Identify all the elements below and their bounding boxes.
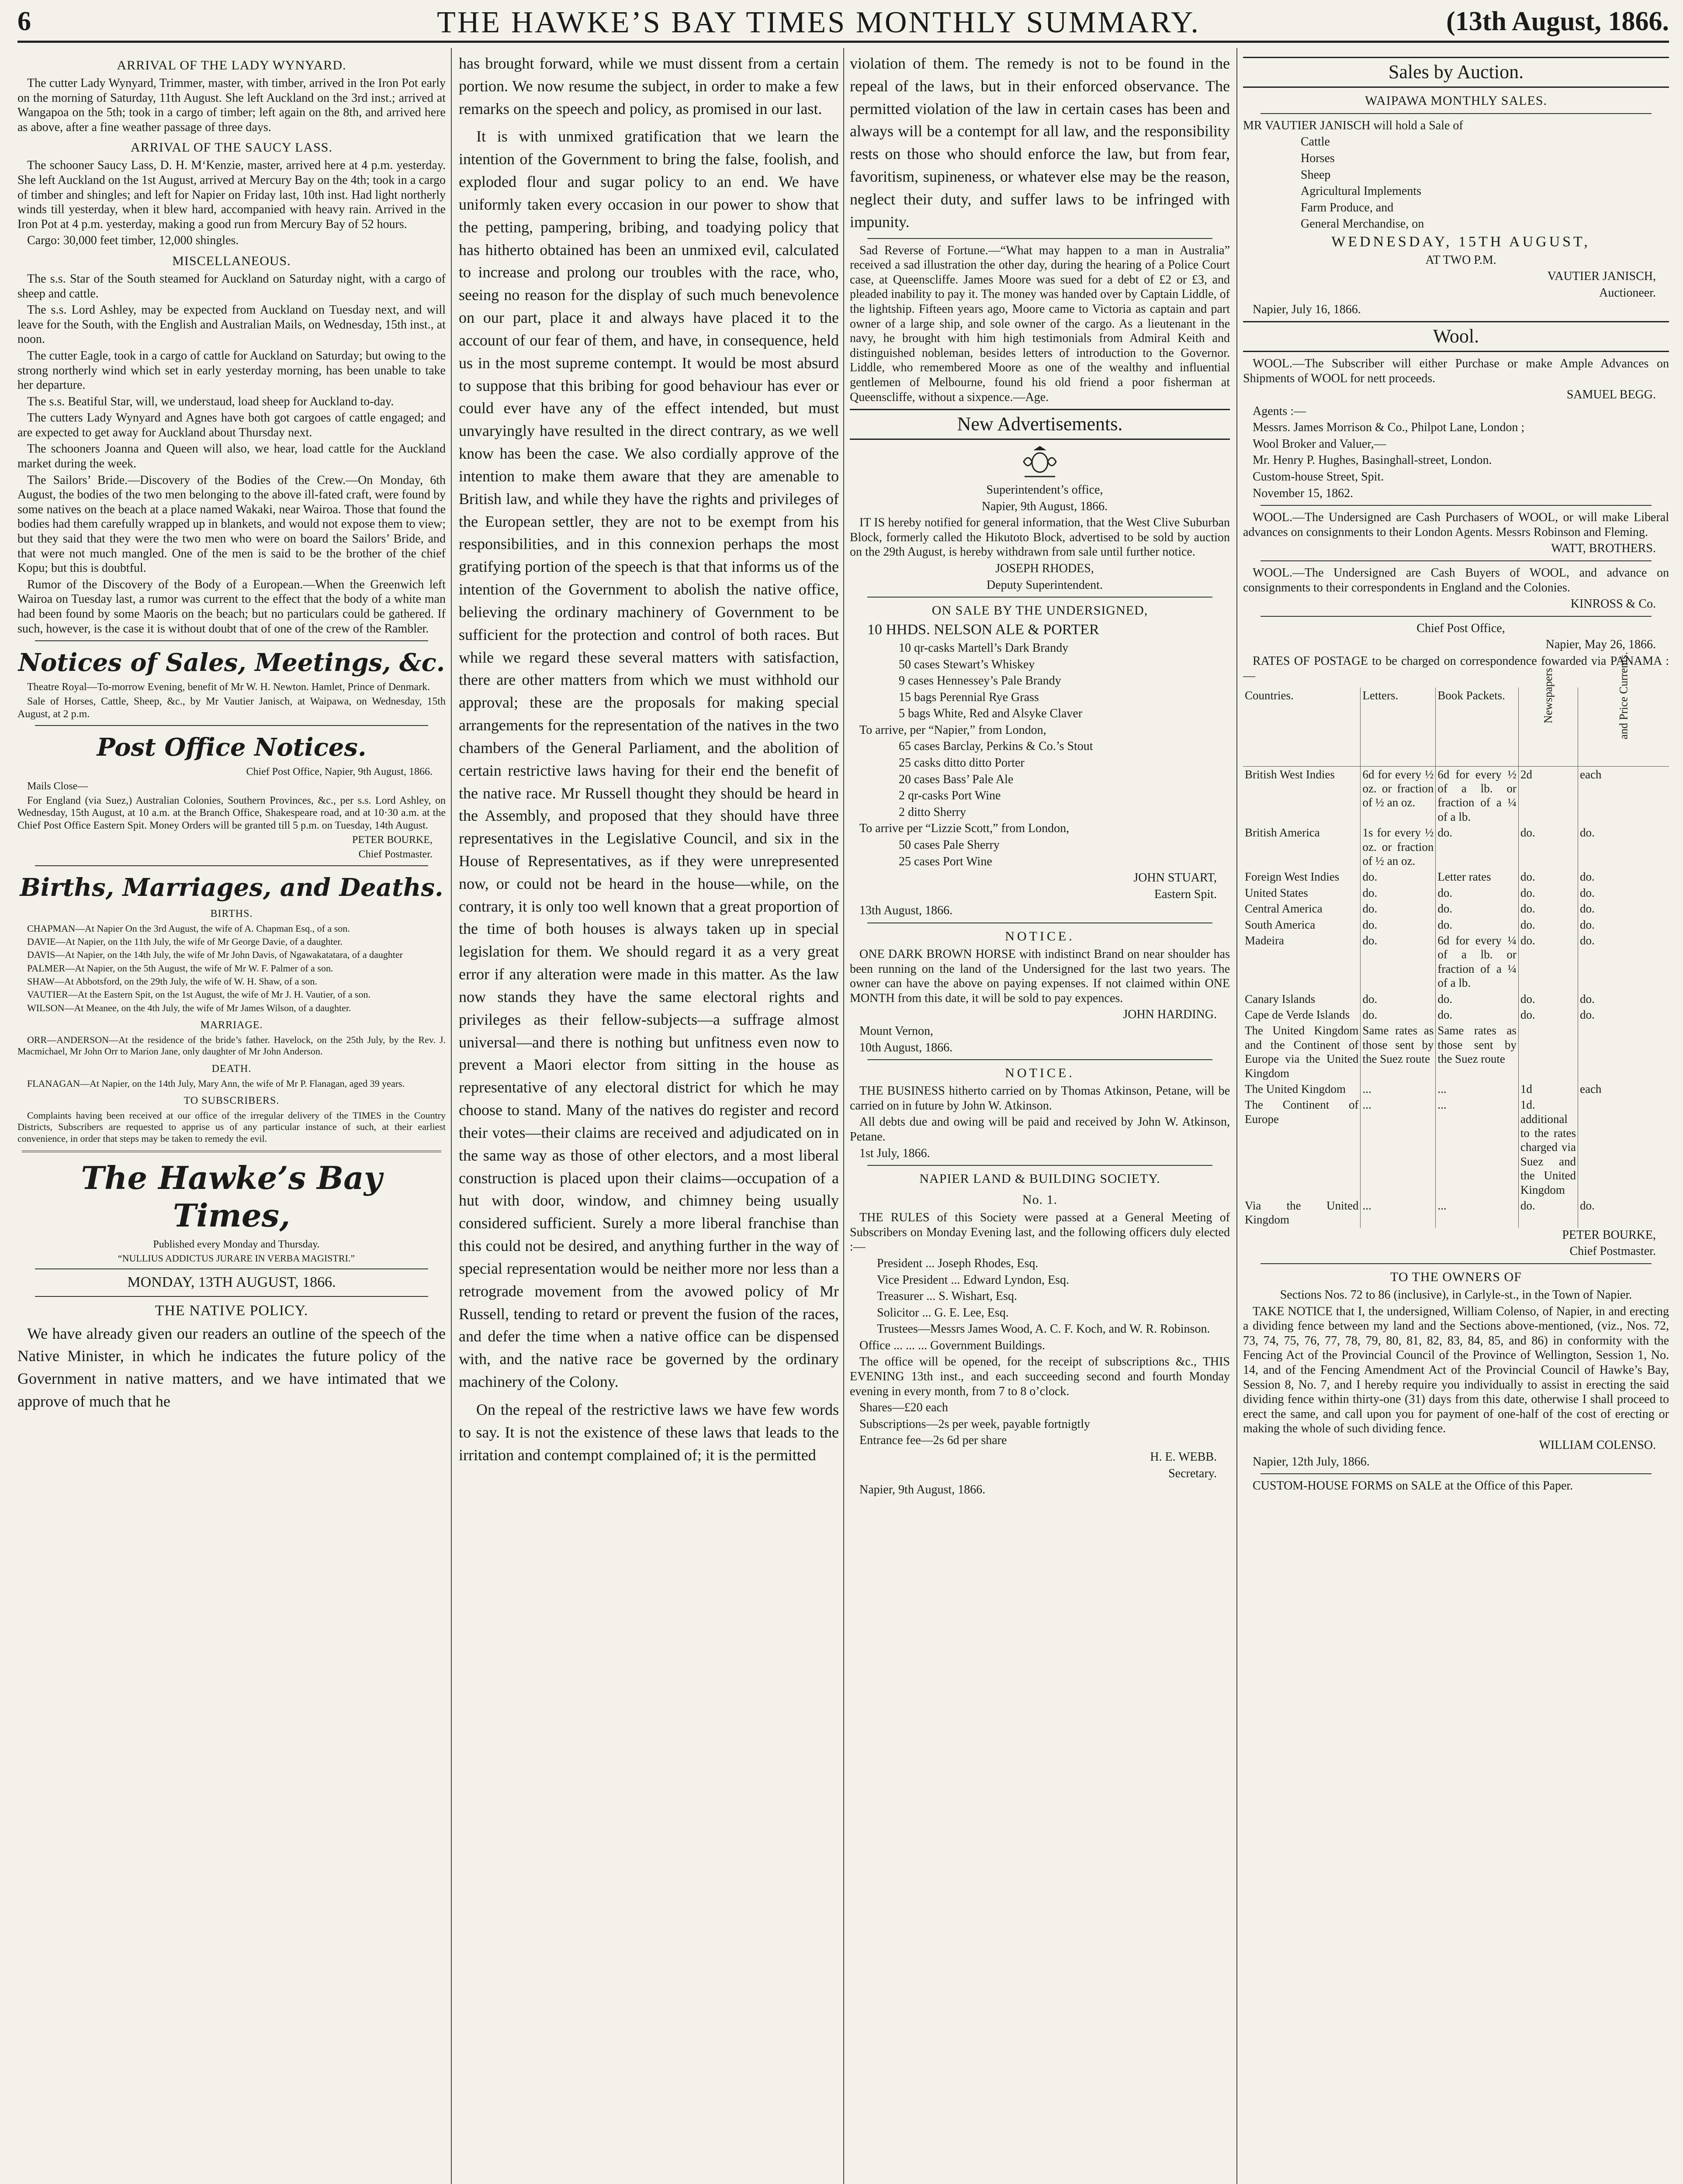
signature-title: Auctioneer.: [1599, 286, 1656, 300]
list-item: 25 cases Port Wine: [899, 854, 992, 868]
table-cell: do.: [1436, 917, 1518, 933]
newspaper-title: THE HAWKE’S BAY TIMES MONTHLY SUMMARY.: [437, 6, 1200, 39]
heading-notice: NOTICE.: [1005, 1066, 1075, 1081]
signature: PETER BOURKE,: [352, 834, 433, 846]
divider: [35, 1268, 428, 1269]
table-cell: do.: [1578, 825, 1669, 869]
table-cell: [1578, 1023, 1669, 1081]
table-cell: do.: [1361, 885, 1436, 901]
heading-native-policy: THE NATIVE POLICY.: [155, 1302, 308, 1319]
table-cell: United States: [1245, 886, 1308, 899]
divider: [35, 640, 428, 641]
heading-bmd: Births, Marriages, and Deaths.: [20, 873, 443, 902]
list-item: 25 casks ditto ditto Porter: [899, 756, 1025, 770]
table-cell: Foreign West Indies: [1245, 870, 1340, 884]
birth-notice: PALMER—At Napier, on the 5th August, the wife of Mr W. F. Palmer of a son.: [27, 962, 333, 974]
postage-rates-body: [1243, 766, 1669, 1228]
table-cell: do.: [1518, 933, 1578, 991]
birth-notice: SHAW—At Abbotsford, on the 29th July, the wife of W. H. Shaw, of a son.: [27, 976, 317, 987]
agent-line: Custom-house Street, Spit.: [1253, 470, 1384, 484]
table-row: [1243, 1007, 1669, 1023]
table-cell: do.: [1518, 1007, 1578, 1023]
table-cell: South America: [1245, 918, 1316, 931]
table-row: [1243, 766, 1669, 825]
divider: [1261, 113, 1652, 114]
table-cell: ...: [1361, 1097, 1436, 1198]
table-cell: Central America: [1245, 902, 1323, 916]
table-row: [1243, 869, 1669, 885]
signature-title: Deputy Superintendent.: [987, 578, 1103, 592]
auction-intro: MR VAUTIER JANISCH will hold a Sale of: [1243, 118, 1463, 132]
misc-item: The cutters Lady Wynyard and Agnes have both got cargoes of cattle engaged; and are expected to get away for Auckland about Thursday next.: [17, 411, 446, 439]
table-cell: do.: [1518, 825, 1578, 869]
table-cell: Same rates as those sent by the Suez route: [1361, 1023, 1436, 1081]
arrival-note: To arrive per “Lizzie Scott,” from London,: [859, 822, 1070, 836]
table-cell: each: [1578, 1081, 1669, 1097]
shares-line: Shares—£20 each: [859, 1401, 948, 1415]
list-item: 9 cases Hennessey’s Pale Brandy: [899, 674, 1061, 688]
officer-list: [850, 1256, 1230, 1337]
misc-item: The Sailors’ Bride.—Discovery of the Bodies of the Crew.—On Monday, 6th August, the bodies of the two men belonging to the above ill-fated craft, were found by some natives on the beach at a place named Wakaki, near Wairoa. Those that found the bodies had them carefully wrapped up in blankets, and would not expose them to view; but they said that they were the two men who were on board the Sailors’ Bride, and that were not much mangled. One of the men is said to be the brother of the chief Kopu; but this is doubtful.: [17, 473, 446, 575]
signature: SAMUEL BEGG.: [1566, 388, 1656, 402]
royal-arms-icon: [1020, 444, 1060, 479]
birth-notice: CHAPMAN—At Napier On the 3rd August, the wife of A. Chapman Esq., of a son.: [27, 923, 350, 934]
misc-item: The schooners Joanna and Queen will also, we hear, load cattle for the Auckland market during the week.: [17, 442, 446, 471]
heading-waipawa-sales: WAIPAWA MONTHLY SALES.: [1365, 93, 1547, 108]
misc-item: The s.s. Lord Ashley, may be expected from Auckland on Tuesday next, and will leave for the South, with the English and Australian Mails, on Wednesday, 15th inst., at noon.: [17, 303, 446, 346]
signature: WILLIAM COLENSO.: [1539, 1438, 1656, 1452]
heading-notices: Notices of Sales, Meetings, &c.: [18, 648, 445, 677]
list-item: 50 cases Pale Sherry: [899, 838, 1000, 852]
heading-death: DEATH.: [211, 1063, 252, 1075]
subscribers-notice: Complaints having been received at our office of the irregular delivery of the TIMES in the Country Districts, Subscribers are requested to apprise us of any particular instance of such, at their earliest convenience, in order that steps may be taken to remedy the evil.: [17, 1109, 446, 1144]
ad-body: IT IS hereby notified for general information, that the West Clive Suburban Block, formerly called the Hikutoto Block, advertised to be sold by auction on the 29th August, is hereby withdrawn from sale until further notice.: [850, 516, 1230, 559]
entrance-fee-line: Entrance fee—2s 6d per share: [859, 1434, 1007, 1448]
table-cell: ...: [1436, 1081, 1518, 1097]
ad-date: Napier, 9th August, 1866.: [859, 1483, 986, 1497]
saucy-lass-cargo: Cargo: 30,000 feet timber, 12,000 shingles.: [27, 234, 239, 248]
editorial-paragraph: On the repeal of the restrictive laws we have few words to say. It is not the existence of these laws that leads to the irritation and contempt complained of; it is the permitted: [459, 1400, 839, 1464]
column-header: Countries.: [1243, 688, 1361, 766]
table-cell: do.: [1518, 991, 1578, 1007]
table-cell: do.: [1518, 885, 1578, 901]
table-cell: do.: [1578, 991, 1669, 1007]
misc-item: The cutter Eagle, took in a cargo of cattle for Auckland on Saturday; but owing to the strong northerly wind which set in early yesterday morning, has been unable to take her departure.: [17, 349, 446, 392]
notice-date: 10th August, 1866.: [859, 1040, 953, 1054]
list-item: 50 cases Stewart’s Whiskey: [899, 657, 1035, 671]
ad-dateline: Napier, 9th August, 1866.: [981, 499, 1108, 513]
notice-item: Sale of Horses, Cattle, Sheep, &c., by Mr Vautier Janisch, at Waipawa, on Wednesday, 15th August, at 2 p.m.: [17, 696, 446, 720]
signature-title: Chief Postmaster.: [1569, 1244, 1656, 1258]
death-notice: FLANAGAN—At Napier, on the 14th July, Mary Ann, the wife of Mr P. Flanagan, aged 39 years.: [27, 1078, 405, 1089]
table-cell: do.: [1518, 869, 1578, 885]
table-cell: Madeira: [1245, 934, 1284, 947]
ad-dateline: Chief Post Office,: [1416, 621, 1505, 635]
list-item: Vice President ... Edward Lyndon, Esq.: [877, 1273, 1070, 1287]
birth-notice: DAVIS—At Napier, on the 14th July, the wife of Mr John Davis, of Ngawakatatara, of a daughter: [27, 949, 403, 961]
table-row: [1243, 991, 1669, 1007]
column-rule: [451, 48, 452, 2184]
notice-body: ONE DARK BROWN HORSE with indistinct Brand on near shoulder has been running on the land of the Undersigned for the last two years. The owner can have the above on paying expenses. If not claimed within ONE MONTH from this date, it will be sold to pay expences.: [850, 947, 1230, 1005]
table-row: [1243, 917, 1669, 933]
column-header-label: and Price Currents.: [1617, 652, 1630, 740]
editorial-conclusion: violation of them. The remedy is not to be found in the repeal of the laws, but in their enforced observance. The permitted violation of the law in certain cases has been and always will be a contempt for all law, and the responsibility rests on those who should enforce the law, but from fear, favoritism, supineness, or whatever else may be the reason, neglect their duty, and suffer laws to be infringed with impunity.: [850, 55, 1230, 231]
ad-date: November 15, 1862.: [1253, 486, 1354, 500]
agent-line: Mr. Henry P. Hughes, Basinghall-street, London.: [1253, 453, 1492, 467]
table-cell: do.: [1436, 1007, 1518, 1023]
list-item: Horses: [1301, 151, 1335, 165]
signature: KINROSS & Co.: [1570, 597, 1656, 611]
divider: [1261, 616, 1652, 617]
wool-ad: WOOL.—The Subscriber will either Purchase or make Ample Advances on Shipments of WOOL for nett proceeds.: [1243, 356, 1669, 385]
editorial-native-policy-start: We have already given our readers an outline of the speech of the Native Minister, in which he indicates the future policy of the Government in native matters, and we have intimated that we approve of much that he: [17, 1324, 446, 1410]
heading-lady-wynyard: ARRIVAL OF THE LADY WYNYARD.: [117, 58, 346, 73]
notice-date: 1st July, 1866.: [859, 1146, 930, 1160]
table-cell: 6d for every ½ of a lb. or fraction of a ¼ of a lb.: [1436, 766, 1518, 825]
table-cell: do.: [1578, 901, 1669, 916]
agent-line: Wool Broker and Valuer,—: [1253, 437, 1386, 451]
heading-saucy-lass: ARRIVAL OF THE SAUCY LASS.: [131, 140, 332, 155]
column-2: [459, 52, 839, 2184]
list-item: Treasurer ... S. Wishart, Esq.: [877, 1289, 1017, 1303]
list-item: 15 bags Perennial Rye Grass: [899, 690, 1039, 704]
ad-date: Napier, 12th July, 1866.: [1253, 1455, 1370, 1469]
signature: JOSEPH RHODES,: [995, 561, 1094, 575]
heading-to-owners: TO THE OWNERS OF: [1390, 1270, 1522, 1284]
list-item: 2 qr-casks Port Wine: [899, 789, 1001, 803]
table-cell: do.: [1436, 991, 1518, 1007]
signature: JOHN STUART,: [1133, 871, 1217, 885]
masthead: [17, 3, 1669, 43]
table-cell: British America: [1245, 826, 1320, 840]
birth-notice: WILSON—At Meanee, on the 4th July, the wife of Mr James Wilson, of a daughter.: [27, 1002, 351, 1013]
heading-post-office: Post Office Notices.: [97, 733, 367, 762]
table-cell: ...: [1436, 1198, 1518, 1228]
list-item: Trustees—Messrs James Wood, A. C. F. Koch, and W. R. Robinson.: [877, 1322, 1210, 1336]
table-cell: 6d for every ½ oz. or fraction of ½ an oz.: [1361, 766, 1436, 825]
signature: JOHN HARDING.: [1123, 1008, 1217, 1022]
list-item: Agricultural Implements: [1301, 184, 1422, 198]
article-lady-wynyard: The cutter Lady Wynyard, Trimmer, master, with timber, arrived in the Iron Pot early on the morning of Saturday, 11th August. She left Auckland on the 3rd inst.; arrived at Wangapoa on the 5th; took in a cargo of timber; left again on the 8th, and arrived here as above, after a fine weather passage of three days.: [17, 76, 446, 134]
list-item: 20 cases Bass’ Pale Ale: [899, 772, 1014, 786]
article-reverse-of-fortune: Sad Reverse of Fortune.—“What may happen to a man in Australia” received a sad illustration the other day, during the hearing of a Police Court case, at Queenscliffe. James Moore was sued for a debt of £2 or £3, and pleaded inability to pay it. The money was handed over by Captain Liddle, of the lightship. Fifteen years ago, Moore came to Victoria as captain and part owner of a large ship, and sole owner of the cargo. As a lieutenant in the navy, he brought with him high testimonials from Admiral Keith and distinguished nobleman, besides letters of introduction to the Governor. Liddle, who remembered Moore as one of the wealthy and influential gentlemen of Melbourne, found his old friend a poor fisherman at Queenscliffe, without a sixpence.—Age.: [850, 243, 1230, 404]
ad-dateline: Napier, May 26, 1866.: [1545, 638, 1656, 652]
heading-building-society: NAPIER LAND & BUILDING SOCIETY.: [919, 1171, 1160, 1186]
table-cell: ...: [1361, 1198, 1436, 1228]
notice-body: All debts due and owing will be paid and received by John W. Atkinson, Petane.: [850, 1115, 1230, 1144]
table-cell: do.: [1436, 825, 1518, 869]
signature-title: Eastern Spit.: [1154, 887, 1217, 901]
notice-item: Theatre Royal—To-morrow Evening, benefit of Mr W. H. Newton. Hamlet, Prince of Denmark.: [27, 681, 430, 693]
table-cell: Same rates as those sent by the Suez route: [1436, 1023, 1518, 1081]
birth-notice: DAVIE—At Napier, on the 11th July, the wife of Mr George Davie, of a daughter.: [27, 936, 343, 947]
table-cell: [1578, 1097, 1669, 1198]
table-header-row: [1243, 688, 1669, 766]
heading-subscribers: TO SUBSCRIBERS.: [184, 1095, 280, 1107]
table-cell: Canary Islands: [1245, 992, 1316, 1006]
table-cell: do.: [1518, 901, 1578, 916]
auction-time: AT TWO P.M.: [1425, 253, 1496, 267]
table-cell: do.: [1361, 917, 1436, 933]
arrival-note: To arrive, per “Napier,” from London,: [859, 723, 1046, 737]
heading-births: BIRTHS.: [210, 908, 253, 919]
marriage-notice: ORR—ANDERSON—At the residence of the bride’s father. Havelock, on the 25th July, by the Rev. J. Macmichael, Mr John Orr to Marion Jane, only daughter of Mr John Anderson.: [17, 1034, 446, 1057]
page-number: 6: [17, 7, 31, 36]
column-3: [850, 52, 1230, 2184]
divider: [35, 865, 428, 866]
list-item: Farm Produce, and: [1301, 200, 1394, 214]
table-cell: 1s for every ½ oz. or fraction of ½ an oz.: [1361, 825, 1436, 869]
owners-notice: TAKE NOTICE that I, the undersigned, William Colenso, of Napier, in and erecting a dividing fence between my land and the Sections above-mentioned, (viz., Nos. 72, 73, 74, 75, 76, 77, 78, 79, 80, 81, 82, 83, 84, 85, and 86) in conformity with the Fencing Act of the Provincial Council of the Province of Wellington, Session 1, No. 14, and of the Fencing Amendment Act of the Provincial Council of Hawke’s Bay, Session 8, No. 7, and I hereby require you individually to assist in erecting the said dividing fence within thirty-one (31) days from this date, otherwise I shall proceed to erect the same, and call upon you for payment of one-half of the cost of erecting or making the whole of such dividing fence.: [1243, 1304, 1669, 1436]
misc-item: The s.s. Star of the South steamed for Auckland on Saturday night, with a cargo of sheep and cattle.: [17, 272, 446, 301]
heading-notice: NOTICE.: [1005, 929, 1075, 943]
table-row: [1243, 885, 1669, 901]
ad-body: THE RULES of this Society were passed at a General Meeting of Subscribers on Monday Evening last, and the following officers duly elected :—: [850, 1211, 1230, 1254]
signature: VAUTIER JANISCH,: [1547, 270, 1656, 283]
list-item: Cattle: [1301, 135, 1330, 149]
wool-ad: WOOL.—The Undersigned are Cash Buyers of WOOL, and advance on consignments to their correspondents in England and the Colonies.: [1243, 566, 1669, 594]
table-cell: do.: [1361, 991, 1436, 1007]
heading-wool: Wool.: [1243, 321, 1669, 352]
table-cell: 1d: [1518, 1081, 1578, 1097]
table-row: [1243, 1081, 1669, 1097]
sale-list: [850, 838, 1230, 869]
agent-line: Messrs. James Morrison & Co., Philpot Lane, London ;: [1253, 421, 1525, 435]
table-cell: do.: [1436, 901, 1518, 916]
table-cell: do.: [1578, 885, 1669, 901]
table-cell: do.: [1578, 869, 1669, 885]
custom-house-forms-ad: CUSTOM-HOUSE FORMS on SALE at the Office of this Paper.: [1253, 1479, 1573, 1493]
divider: [867, 238, 1212, 239]
table-cell: do.: [1361, 933, 1436, 991]
column-header: Book Packets.: [1436, 688, 1518, 766]
article-saucy-lass: The schooner Saucy Lass, D. H. M‘Kenzie, master, arrived here at 4 p.m. yesterday. She left Auckland on the 1st August, arrived at Mercury Bay on the 4th; took in a cargo of timber and shingles; and left for Napier on Friday last, 10th inst. Had light northerly winds till yesterday, when it blew hard, accompanied with heavy rain. Arrived in the Iron Pot at 4 p.m. yesterday, making a good run from Mercury Bay of 52 hours.: [17, 159, 446, 231]
column-4: [1243, 52, 1669, 2184]
column-1: [17, 52, 446, 2184]
table-cell: do.: [1578, 917, 1669, 933]
table-cell: do.: [1518, 1198, 1578, 1228]
mails-close: Mails Close—: [27, 780, 88, 792]
editorial-date: MONDAY, 13TH AUGUST, 1866.: [127, 1274, 336, 1290]
list-item: Sheep: [1301, 168, 1331, 182]
table-cell: 1d. additional to the rates charged via Suez and the United Kingdom: [1518, 1097, 1578, 1198]
sale-list: [850, 739, 1230, 819]
column-header: Letters.: [1361, 688, 1436, 766]
heading-new-advertisements: New Advertisements.: [850, 409, 1230, 440]
signature-title: Secretary.: [1168, 1466, 1217, 1480]
table-row: [1243, 1097, 1669, 1198]
subscriptions-line: Subscriptions—2s per week, payable fortnigtly: [859, 1417, 1091, 1431]
editorial-paragraph: It is with unmixed gratification that we learn the intention of the Government to bring the false, foolish, and exploded flour and sugar policy to an end. We have uniformly taken every occasion in our power to show that the petting, pampering, bribing, and toadying policy that has hitherto obtained has been an unmixed evil, calculated to increase and prolong our troubles with the race, who, seeing no reason for the display of such much benevolence on our part, place it and always have placed it to the account of our fear of them, and have, in consequence, held us in the most supreme contempt. It would be most absurd to suppose that this bribing for good behaviour has ever or could ever have any of the effect intended, but must unvaryingly have resulted in the direct contrary, as we well know has been the case. We also cordially approve of the intention to make them aware that they are amenable to British law, and while they have the rights and privileges of the European settler, they are not to be exempt from his responsibilities, and in this connexion perhaps the most gratifying portion of the speech is that that informs us of the intention of the Government to abolish the native office, believing the ordinary machinery of Government to be sufficient for the protection and control of both races. But while we regard these several matters with satisfaction, there are other matters from which we must withhold our approval; these are the proposals for making special arrangements for the representation of the natives in the two chambers of the General Parliament, and the abolition of certain restrictive laws having for their end the benefit of the native race. Mr Russell thought they should be heard in the Assembly, and proposed that they should have three representatives in the Legislative Council, and six in the House of Representatives, as if they were unrepresented now, or could not be heard in the house—while, on the contrary, it is only too well known that a great proportion of the time of both houses is always taken up in special legislation for them. We should regard it as a very great error if any alteration were made in this matter. As the law now stands they have the same electoral rights and privileges as their fellow-subjects—a suffrage almost universal—and there is nothing but unfitness even now to prevent a Maori elector from sitting in the house as representative of any electoral district for which he may choose to stand. Many of the natives do register and record their votes—their claims are received and adjudicated on in the same way as those of other electors, and a most liberal construction is placed upon their claims—occupation of a hut with door, window, and chimney being usually considered sufficient. Surely a more liberal franchise than this could not be desired, and anything further in the way of special representation would be neither more nor less than a retrograde movement from the avowed policy of Mr Russell, tending to retard or prevent the fusion of the races, and defer the time when a native office can be dispensed with, and the native race be governed by the ordinary machinery of the Colony.: [459, 128, 839, 1391]
list-item: General Merchandise, on: [1301, 217, 1424, 231]
table-cell: ...: [1436, 1097, 1518, 1198]
signature: PETER BOURKE,: [1562, 1228, 1656, 1242]
heading-marriage: MARRIAGE.: [200, 1019, 263, 1031]
table-cell: each: [1578, 766, 1669, 825]
ad-body: The office will be opened, for the receipt of subscriptions &c., THIS EVENING 13th inst., and each succeeding second and fourth Monday evening in every month, from 7 to 8 o’clock.: [850, 1355, 1230, 1398]
post-office-body: For England (via Suez,) Australian Colonies, Southern Provinces, &c., per s.s. Lord Ashley, on Wednesday, 15th August, at 10 a.m. at the Branch Office, Shakespeare road, and at 10·30 a.m. at the Chief Post Office Eastern Spit. Money Orders will be granted till 5 p.m. on Tuesday, 14th August.: [17, 795, 446, 832]
table-cell: do.: [1518, 917, 1578, 933]
table-row: [1243, 825, 1669, 869]
issue-date: (13th August, 1866.: [1446, 7, 1669, 36]
list-item: Solicitor ... G. E. Lee, Esq.: [877, 1306, 1009, 1320]
divider: [1261, 1263, 1652, 1264]
heading-on-sale: ON SALE BY THE UNDERSIGNED,: [932, 603, 1148, 618]
birth-notice: VAUTIER—At the Eastern Spit, on the 1st August, the wife of Mr J. H. Vautier, of a son.: [27, 989, 371, 1000]
divider: [867, 1165, 1212, 1166]
table-row: [1243, 933, 1669, 991]
list-item: 65 cases Barclay, Perkins & Co.’s Stout: [899, 740, 1093, 753]
table-cell: The Continent of Europe: [1245, 1098, 1359, 1126]
table-cell: Letter rates: [1436, 869, 1518, 885]
publication-schedule: Published every Monday and Thursday.: [153, 1238, 320, 1250]
list-item: 10 qr-casks Martell’s Dark Brandy: [899, 641, 1069, 655]
list-item: President ... Joseph Rhodes, Esq.: [877, 1256, 1039, 1270]
divider: [867, 597, 1212, 598]
table-cell: do.: [1578, 1007, 1669, 1023]
heading-building-society-number: No. 1.: [1022, 1192, 1058, 1207]
table-cell: 6d for every ¼ of a lb. or fraction of a ¼ of a lb.: [1436, 933, 1518, 991]
motto: “NULLIUS ADDICTUS JURARE IN VERBA MAGISTRI.”: [118, 1252, 355, 1264]
misc-item: Rumor of the Discovery of the Body of a European.—When the Greenwich left Wairoa on Tuesday last, a rumor was current to the effect that the body of a white man had been found by some Maoris on the beach; but no particulars could be gathered. If such, however, is the case it is without doubt that of one of the crew of the Rambler.: [17, 577, 446, 636]
table-cell: Via the United Kingdom: [1245, 1199, 1359, 1227]
list-item: 10 HHDS. NELSON ALE & PORTER: [867, 622, 1099, 638]
divider: [867, 1059, 1212, 1060]
column-header: [1518, 668, 1578, 766]
table-cell: British West Indies: [1245, 767, 1335, 781]
table-cell: The United Kingdom and the Continent of Europe via the United Kingdom: [1245, 1024, 1359, 1080]
heading-miscellaneous: MISCELLANEOUS.: [172, 253, 291, 268]
divider: [22, 1151, 441, 1152]
auction-items: [1243, 135, 1669, 232]
table-row: [1243, 901, 1669, 916]
divider: [1261, 505, 1652, 506]
table-cell: Cape de Verde Islands: [1245, 1008, 1350, 1021]
signature-title: Chief Postmaster.: [358, 848, 433, 860]
table-cell: do.: [1361, 869, 1436, 885]
table-cell: 2d: [1518, 766, 1578, 825]
ad-date: 13th August, 1866.: [859, 904, 953, 918]
wool-ad: WOOL.—The Undersigned are Cash Purchasers of WOOL, or will make Liberal advances on consignments to their London Agents. Messrs Robinson and Fleming.: [1243, 511, 1669, 539]
auction-day: WEDNESDAY, 15TH AUGUST,: [1331, 233, 1590, 250]
table-cell: do.: [1361, 1007, 1436, 1023]
editorial-masthead: The Hawke’s Bay Times,: [81, 1159, 382, 1234]
ad-dateline: Superintendent’s office,: [986, 483, 1103, 497]
column-header-label: Newspapers: [1541, 668, 1555, 724]
divider: [35, 1296, 428, 1297]
office-location: Office ... ... ... Government Buildings.: [859, 1338, 1045, 1352]
table-row: [1243, 1023, 1669, 1081]
owners-sections: Sections Nos. 72 to 86 (inclusive), in Carlyle-st., in the Town of Napier.: [1280, 1288, 1632, 1302]
misc-item: The s.s. Beatiful Star, will, we understaud, load sheep for Auckland to-day.: [27, 394, 394, 408]
agents-label: Agents :—: [1253, 404, 1306, 418]
sale-list: [850, 621, 1230, 721]
table-cell: do.: [1436, 885, 1518, 901]
column-rule: [1236, 48, 1237, 2184]
table-cell: do.: [1361, 901, 1436, 916]
divider: [35, 725, 428, 726]
table-cell: The United Kingdom: [1245, 1082, 1346, 1095]
column-header: [1578, 652, 1669, 766]
table-cell: do.: [1578, 933, 1669, 991]
post-office-dateline: Chief Post Office, Napier, 9th August, 1866.: [246, 766, 433, 778]
list-item: 5 bags White, Red and Alsyke Claver: [899, 707, 1083, 721]
table-cell: [1518, 1023, 1578, 1081]
table-row: [1243, 1198, 1669, 1228]
ad-date: Napier, July 16, 1866.: [1253, 302, 1361, 316]
table-cell: ...: [1361, 1081, 1436, 1097]
signature: WATT, BROTHERS.: [1551, 542, 1656, 556]
divider: [1261, 560, 1652, 561]
list-item: 2 ditto Sherry: [899, 805, 966, 819]
column-rule: [843, 48, 844, 2184]
signature: H. E. WEBB.: [1150, 1450, 1217, 1464]
heading-sales-by-auction: Sales by Auction.: [1243, 57, 1669, 88]
divider: [1261, 1473, 1652, 1474]
editorial-paragraph: has brought forward, while we must dissent from a certain portion. We now resume the subject, in order to make a few remarks on the speech and policy, as promised in our last.: [459, 55, 839, 117]
notice-place: Mount Vernon,: [859, 1024, 934, 1038]
table-cell: do.: [1578, 1198, 1669, 1228]
notice-body: THE BUSINESS hitherto carried on by Thomas Atkinson, Petane, will be carried on in future by John W. Atkinson.: [850, 1084, 1230, 1113]
postage-rates-intro: RATES OF POSTAGE to be charged on correspondence fowarded via PANAMA :—: [1243, 654, 1669, 683]
